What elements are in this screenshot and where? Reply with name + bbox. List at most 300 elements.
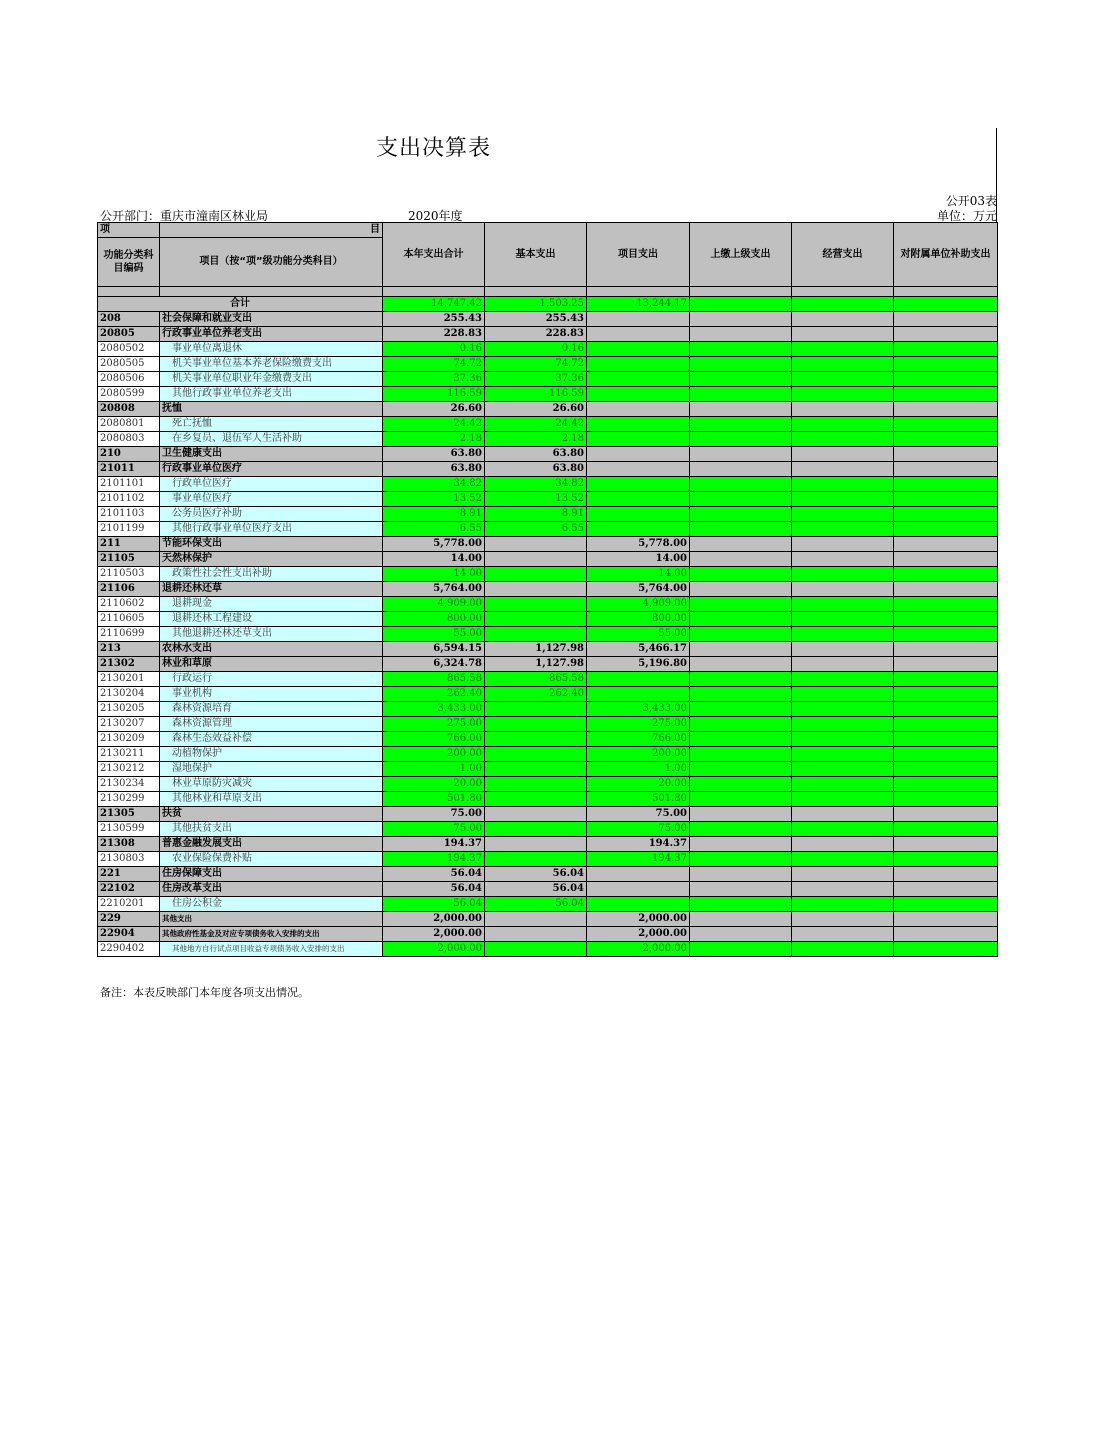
row-value [894,492,998,507]
row-value [894,402,998,417]
row-value: 1.00 [587,762,690,777]
row-name: 退耕还林还草 [160,582,383,597]
row-value [792,522,894,537]
header-row-item [98,223,998,238]
row-value: 0.16 [383,342,485,357]
row-name: 森林资源培育 [160,702,383,717]
row-value [485,822,587,837]
row-value [894,327,998,342]
row-code: 21011 [98,462,160,477]
row-value: 56.04 [383,897,485,912]
row-value: 6,594.15 [383,642,485,657]
row-value: 0.16 [485,342,587,357]
row-value [690,762,792,777]
row-code: 2080502 [98,342,160,357]
row-value [690,627,792,642]
row-value [690,867,792,882]
row-name: 农林水支出 [160,642,383,657]
total-value [792,297,894,312]
row-value [485,792,587,807]
row-value [485,537,587,552]
row-value [792,897,894,912]
row-value [690,777,792,792]
total-value [894,297,998,312]
row-value [792,927,894,942]
row-value: 26.60 [383,402,485,417]
row-value [485,837,587,852]
row-name: 天然林保护 [160,552,383,567]
row-code: 221 [98,867,160,882]
row-value: 13.52 [485,492,587,507]
row-name: 公务员医疗补助 [160,507,383,522]
table-row [98,522,998,537]
row-value [894,687,998,702]
row-value [792,582,894,597]
row-code: 229 [98,912,160,927]
row-value: 2.18 [485,432,587,447]
row-value [690,927,792,942]
row-value [690,387,792,402]
table-row [98,687,998,702]
row-value: 5,778.00 [383,537,485,552]
header-col-operating: 经营支出 [792,223,894,287]
row-value [587,432,690,447]
row-value [690,732,792,747]
table-row [98,912,998,927]
row-value [485,702,587,717]
row-value [792,687,894,702]
row-code: 2130599 [98,822,160,837]
row-value [690,537,792,552]
row-code: 211 [98,537,160,552]
row-value: 63.80 [383,462,485,477]
row-value: 2,000.00 [587,942,690,957]
row-value [894,717,998,732]
header-item-left: 项 [98,223,160,238]
table-row [98,732,998,747]
row-value [587,402,690,417]
total-row [98,297,998,312]
row-value [485,942,587,957]
row-value: 228.83 [383,327,485,342]
total-label: 合计 [98,297,383,312]
row-value [792,507,894,522]
row-value [792,837,894,852]
row-value [690,477,792,492]
row-value [587,522,690,537]
row-value: 4,909.00 [383,597,485,612]
row-value [587,462,690,477]
row-value: 56.04 [485,882,587,897]
row-value [587,507,690,522]
table-row [98,822,998,837]
row-code: 22102 [98,882,160,897]
header-item-right: 目 [160,223,383,238]
row-name: 其他支出 [160,912,383,927]
row-value [792,942,894,957]
row-value [690,672,792,687]
row-name: 在乡复员、退伍军人生活补助 [160,432,383,447]
header-code: 功能分类科目编码 [98,238,160,287]
row-value [690,747,792,762]
row-value [690,852,792,867]
row-name: 扶贫 [160,807,383,822]
row-value [690,897,792,912]
unit-label: 单位：万元 [936,209,997,223]
row-value [894,747,998,762]
row-value [690,522,792,537]
header-col-remit: 上缴上级支出 [690,223,792,287]
row-value: 24.42 [383,417,485,432]
row-code: 2080505 [98,357,160,372]
table-row [98,567,998,582]
row-value [894,642,998,657]
row-name: 其他政府性基金及对应专项债务收入安排的支出 [160,927,383,942]
row-value: 37.36 [485,372,587,387]
total-value: 14,747.42 [383,297,485,312]
row-value [690,582,792,597]
row-value: 24.42 [485,417,587,432]
row-value: 34.82 [485,477,587,492]
table-row [98,672,998,687]
row-name: 机关事业单位职业年金缴费支出 [160,372,383,387]
row-value: 800.00 [383,612,485,627]
row-name: 退耕现金 [160,597,383,612]
row-value [792,912,894,927]
row-value: 255.43 [485,312,587,327]
row-value: 275.00 [383,717,485,732]
row-value [690,402,792,417]
table-row [98,342,998,357]
table-row [98,897,998,912]
table-row [98,702,998,717]
row-value [485,852,587,867]
row-value: 3,433.00 [383,702,485,717]
row-code: 22904 [98,927,160,942]
row-value: 55.00 [383,627,485,642]
row-value [894,552,998,567]
table-row [98,537,998,552]
row-value [792,852,894,867]
row-value [792,537,894,552]
table-row [98,417,998,432]
table-row [98,807,998,822]
row-value [894,657,998,672]
row-value: 194.37 [587,837,690,852]
table-row [98,642,998,657]
row-name: 森林资源管理 [160,717,383,732]
row-value: 13.52 [383,492,485,507]
table-row [98,612,998,627]
row-value [690,702,792,717]
row-value [587,672,690,687]
row-value [792,612,894,627]
row-value [587,897,690,912]
row-value [894,522,998,537]
row-value [792,807,894,822]
row-value: 6.55 [485,522,587,537]
row-name: 住房改革支出 [160,882,383,897]
row-value [690,417,792,432]
row-value [792,792,894,807]
row-value: 75.00 [587,807,690,822]
row-value: 262.40 [485,687,587,702]
row-name: 行政事业单位养老支出 [160,327,383,342]
row-value [894,417,998,432]
row-value [690,597,792,612]
row-value [894,732,998,747]
table-row [98,852,998,867]
table-row [98,447,998,462]
row-value [894,537,998,552]
row-value: 766.00 [587,732,690,747]
row-value [894,447,998,462]
row-value [690,807,792,822]
row-value: 228.83 [485,327,587,342]
row-value [690,372,792,387]
row-value [792,402,894,417]
row-code: 2110605 [98,612,160,627]
total-value: 1,503.25 [485,297,587,312]
row-value [894,342,998,357]
row-value [485,552,587,567]
row-value: 5,196.80 [587,657,690,672]
row-value [792,642,894,657]
row-name: 林业草原防灾减灾 [160,777,383,792]
row-value [894,852,998,867]
row-name: 其他地方自行试点项目收益专项债务收入安排的支出 [160,942,383,957]
page-title: 支出决算表 [376,136,492,161]
row-code: 2130201 [98,672,160,687]
row-name: 事业机构 [160,687,383,702]
row-value: 56.04 [383,882,485,897]
row-value [894,912,998,927]
row-value: 6.55 [383,522,485,537]
row-value: 501.80 [383,792,485,807]
row-value [690,882,792,897]
row-code: 210 [98,447,160,462]
table-row [98,402,998,417]
row-value [485,717,587,732]
row-value [485,807,587,822]
row-value: 75.00 [587,822,690,837]
row-name: 死亡抚恤 [160,417,383,432]
row-value [690,642,792,657]
table-row [98,657,998,672]
row-name: 事业单位离退休 [160,342,383,357]
row-value: 55.00 [587,627,690,642]
row-value: 2.18 [383,432,485,447]
row-value: 14.00 [587,552,690,567]
row-value [587,342,690,357]
row-code: 2130211 [98,747,160,762]
row-value [690,507,792,522]
header-col-total: 本年支出合计 [383,223,485,287]
row-name: 政策性社会性支出补助 [160,567,383,582]
row-code: 2290402 [98,942,160,957]
row-value [894,882,998,897]
row-value: 8.91 [485,507,587,522]
row-value [690,942,792,957]
row-value: 2,000.00 [383,912,485,927]
row-value [485,582,587,597]
row-value [690,912,792,927]
total-value: 13,244.17 [587,297,690,312]
row-name: 行政运行 [160,672,383,687]
row-value [792,717,894,732]
row-value: 5,764.00 [587,582,690,597]
row-code: 2110602 [98,597,160,612]
row-value [690,342,792,357]
row-value: 74.72 [383,357,485,372]
row-value [792,552,894,567]
table-row [98,627,998,642]
row-value [792,627,894,642]
row-value [690,717,792,732]
row-value: 63.80 [485,447,587,462]
row-value [894,702,998,717]
row-name: 机关事业单位基本养老保险缴费支出 [160,357,383,372]
row-value [894,462,998,477]
row-code: 2080599 [98,387,160,402]
total-value [690,297,792,312]
row-value [587,312,690,327]
table-row [98,882,998,897]
table-row [98,552,998,567]
row-value [690,612,792,627]
row-value: 2,000.00 [587,912,690,927]
row-value [792,867,894,882]
row-value: 194.37 [383,837,485,852]
row-value: 56.04 [485,867,587,882]
row-code: 2101101 [98,477,160,492]
table-row [98,747,998,762]
row-value [690,657,792,672]
row-name: 退耕还林工程建设 [160,612,383,627]
row-value: 766.00 [383,732,485,747]
row-value [690,792,792,807]
row-name: 其他扶贫支出 [160,822,383,837]
row-value [894,312,998,327]
row-value [485,567,587,582]
row-value [485,597,587,612]
row-value [792,732,894,747]
row-value [690,552,792,567]
row-name: 森林生态效益补偿 [160,732,383,747]
row-value [485,927,587,942]
row-value: 56.04 [383,867,485,882]
row-value [690,357,792,372]
table-row [98,597,998,612]
row-value [792,702,894,717]
row-value [485,762,587,777]
row-value [894,372,998,387]
row-value: 63.80 [383,447,485,462]
row-code: 2130803 [98,852,160,867]
row-code: 2080803 [98,432,160,447]
row-value: 1,127.98 [485,642,587,657]
row-value [894,837,998,852]
row-value [894,822,998,837]
row-value [690,837,792,852]
row-value: 865.58 [485,672,587,687]
table-row [98,942,998,957]
row-name: 卫生健康支出 [160,447,383,462]
row-code: 2130234 [98,777,160,792]
row-value [792,312,894,327]
row-code: 2130207 [98,717,160,732]
row-code: 2210201 [98,897,160,912]
table-row [98,717,998,732]
table-row [98,432,998,447]
row-value: 75.00 [383,822,485,837]
row-value [894,942,998,957]
row-value [792,387,894,402]
row-value: 194.37 [383,852,485,867]
row-code: 213 [98,642,160,657]
table-row [98,837,998,852]
table-row [98,867,998,882]
row-code: 2110503 [98,567,160,582]
table-row [98,777,998,792]
row-value [587,387,690,402]
row-value [894,762,998,777]
row-value: 75.00 [383,807,485,822]
table-row [98,327,998,342]
row-name: 事业单位医疗 [160,492,383,507]
row-value: 2,000.00 [383,942,485,957]
row-name: 社会保障和就业支出 [160,312,383,327]
row-value [587,882,690,897]
footnote: 备注：本表反映部门本年度各项支出情况。 [100,986,309,999]
row-value [485,747,587,762]
row-value: 20.00 [587,777,690,792]
table-row [98,762,998,777]
row-value [485,777,587,792]
row-value: 3,433.00 [587,702,690,717]
row-value [587,447,690,462]
row-value [587,867,690,882]
row-value [792,597,894,612]
row-code: 21308 [98,837,160,852]
row-value [792,567,894,582]
row-value [792,447,894,462]
row-value [587,492,690,507]
row-code: 2101199 [98,522,160,537]
row-value [690,447,792,462]
row-value [587,357,690,372]
header-gap-row [98,287,998,297]
row-value [894,357,998,372]
row-code: 2110699 [98,627,160,642]
row-code: 2130204 [98,687,160,702]
row-code: 2101102 [98,492,160,507]
row-name: 其他行政事业单位养老支出 [160,387,383,402]
row-name: 林业和草原 [160,657,383,672]
row-value: 200.00 [383,747,485,762]
table-row [98,492,998,507]
row-code: 2130212 [98,762,160,777]
row-value [792,477,894,492]
row-value [485,612,587,627]
row-value: 14.00 [383,552,485,567]
row-value [894,807,998,822]
row-code: 2130209 [98,732,160,747]
row-value [690,312,792,327]
row-value: 5,764.00 [383,582,485,597]
row-value [485,627,587,642]
row-value: 255.43 [383,312,485,327]
